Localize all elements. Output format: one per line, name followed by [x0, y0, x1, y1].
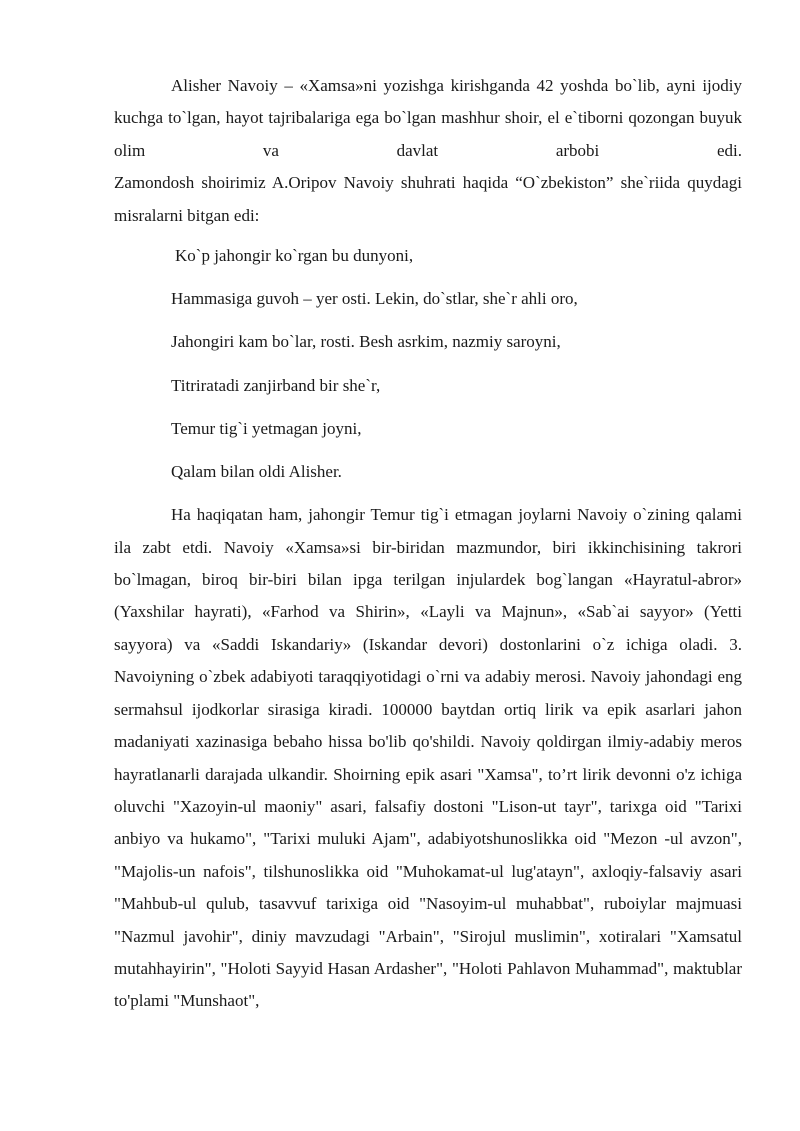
document-page [114, 70, 742, 1018]
poem-line-6: Qalam bilan oldi Alisher. [171, 462, 342, 482]
poem-line-1: Ko`p jahongir ko`rgan bu dunyoni, [175, 246, 414, 266]
poem-line-4: Titriratadi zanjirband bir she`r, [171, 375, 381, 395]
poem-line-5: Temur tig`i yetmagan joyni, [171, 418, 362, 438]
intro-paragraph [114, 70, 742, 232]
poem-line-2: Hammasiga guvoh – yer osti. Lekin, do`stlar, she`r ahli oro, [171, 289, 578, 309]
intro-sentence-1: Alisher Navoiy – «Xamsa»ni yozishga kirishganda 42 yoshda bo`lib, ayni ijodiy kuchga to`lgan, hayot tajribalariga ega bo`lgan mashhur shoir, el e`tiborni qozongan buyuk olim va davlat arbobi edi. [114, 76, 742, 160]
body-paragraph: Ha haqiqatan ham, jahongir Temur tig`i etmagan joylarni Navoiy o`zining qalami ila zabt etdi. Navoiy «Xamsa»si bir-biridan mazmundor, biri ikkinchisining takrori bo`lmagan, biroq bir-biri bilan ipga terilgan injulardek bog`langan «Hayratul-abror» (Yaxshilar hayrati), «Farhod va Shirin», «Layli va Majnun», «Sab`ai sayyor» (Yetti sayyora) va «Saddi Iskandariy» (Iskandar devori) dostonlarini o`z ichiga oladi. 3. Navoiyning o`zbek adabiyoti taraqqiyotidagi o`rni va adabiy merosi. Navoiy jahondagi eng sermahsul ijodkorlar sirasiga kiradi. 100000 baytdan ortiq lirik va epik asarlari jahon madaniyati xazinasiga bebaho hissa bo'lib qo'shildi. Navoiy qoldirgan ilmiy-adabiy meros hayratlanarli darajada ulkandir. Shoirning epik asari "Xamsa", to’rt lirik devonni o'z ichiga oluvchi "Xazoyin-ul maoniy" asari, falsafiy dostoni "Lison-ut tayr", tarixga oid "Tarixi anbiyo va hukamo", "Tarixi muluki Ajam", adabiyotshunoslikka oid "Mezon -ul avzon", "Majolis-un nafois", tilshunoslikka oid "Muhokamat-ul lug'atayn", axloqiy-falsaviy asari "Mahbub-ul qulub, tasavvuf tarixiga oid "Nasoyim-ul muhabbat", ruboiylar majmuasi "Nazmul javohir", diniy mavzudagi "Arbain", "Sirojul muslimin", xotiralari "Xamsatul mutahhayirin", "Holoti Sayyid Hasan Ardasher", "Holoti Pahlavon Muhammad", maktublar to'plami "Munshaot", [114, 505, 742, 1011]
poem-line-3: Jahongiri kam bo`lar, rosti. Besh asrkim, nazmiy saroyni, [171, 332, 561, 352]
intro-sentence-2: Zamondosh shoirimiz A.Oripov Navoiy shuhrati haqida “O`zbekiston” she`riida quydagi misralarni bitgan edi: [114, 173, 742, 225]
poem-block [114, 240, 742, 488]
